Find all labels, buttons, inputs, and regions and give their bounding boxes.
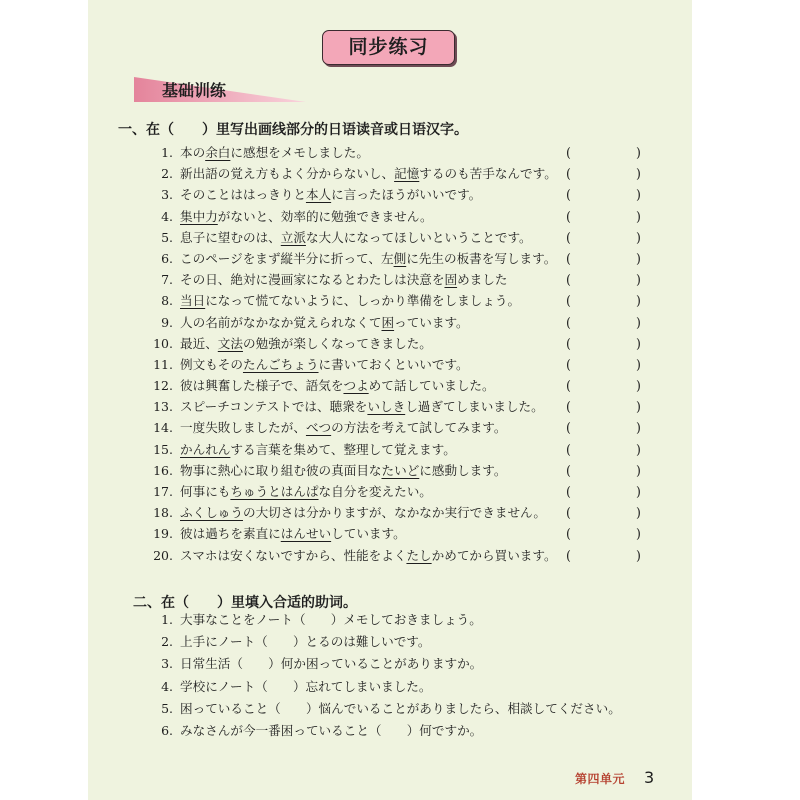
particle-item <box>0 609 800 631</box>
underlined-word: 当日 <box>180 293 206 309</box>
item-sentence <box>180 481 432 502</box>
answer-blank-open: ( <box>566 378 571 394</box>
exercise-item <box>0 396 800 417</box>
answer-blank-open: ( <box>566 356 571 372</box>
answer-blank-open: ( <box>566 462 571 478</box>
underlined-word: 文法 <box>217 335 243 351</box>
item-number: 14. <box>153 420 173 436</box>
item-sentence <box>180 163 557 184</box>
answer-blank-close: ) <box>636 314 641 330</box>
particle-item <box>0 653 800 675</box>
underlined-word: 余白 <box>205 145 231 160</box>
answer-blank-close: ) <box>636 208 641 224</box>
answer-blank-close: ) <box>636 335 641 351</box>
exercise-item <box>0 502 800 523</box>
exercise-item <box>0 184 800 205</box>
item-number: 15. <box>153 441 173 457</box>
title-banner <box>322 30 455 65</box>
item-sentence <box>180 439 456 460</box>
item-sentence <box>180 523 406 544</box>
item-sentence <box>180 333 432 354</box>
answer-blank-open: ( <box>566 166 571 182</box>
sentence-text: 一度失敗しましたが、 <box>180 420 306 436</box>
sentence-text: するのも苦手なんです。 <box>419 166 557 182</box>
sentence-text: の勉強が楽しくなってきました。 <box>242 335 432 351</box>
particle-exercise-list <box>0 609 800 742</box>
answer-blank-close: ) <box>636 272 641 288</box>
item-number: 3. <box>161 187 173 203</box>
answer-blank-open: ( <box>566 335 571 351</box>
sentence-text: 人の名前がなかなか覚えられなくて <box>180 314 382 330</box>
item-number: 19. <box>153 526 173 542</box>
item-sentence <box>180 354 469 375</box>
underlined-word: 本人 <box>305 187 332 203</box>
underlined-word: いしき <box>367 399 406 415</box>
part2-heading: 二、在（ ）里填入合适的助词。 <box>133 595 357 611</box>
item-sentence <box>180 142 369 163</box>
sentence-text: がないと、効率的に勉強できません。 <box>217 208 433 224</box>
item-sentence <box>180 227 532 248</box>
sentence-text: な自分を変えたい。 <box>318 484 432 499</box>
underlined-word: 困 <box>381 314 395 330</box>
exercise-item <box>0 481 800 502</box>
exercise-item <box>0 439 800 460</box>
underlined-word: 立派 <box>280 229 306 245</box>
underlined-word: 固 <box>444 272 458 288</box>
particle-item <box>0 698 800 720</box>
item-sentence <box>180 396 544 417</box>
page-title: 同步练习 <box>348 36 429 58</box>
exercise-item <box>0 163 800 184</box>
item-number: 17. <box>153 484 173 499</box>
exercise-item <box>0 290 800 311</box>
sentence-text: めて話していました。 <box>368 378 495 394</box>
item-sentence <box>180 269 507 290</box>
sentence-text: 例文もその <box>180 356 243 372</box>
sentence-text: しています。 <box>331 526 406 542</box>
underlined-word: ちゅうとはんぱ <box>230 484 319 499</box>
sentence-text: 息子に望むのは、 <box>180 229 281 245</box>
answer-blank-close: ) <box>636 420 641 436</box>
answer-blank-close: ) <box>636 229 641 245</box>
answer-blank-close: ) <box>636 187 641 203</box>
sentence-text: 本の <box>180 145 206 160</box>
exercise-item <box>0 142 800 163</box>
item-sentence <box>180 417 506 438</box>
answer-blank-open: ( <box>566 484 571 499</box>
particle-item <box>0 676 800 698</box>
item-sentence: みなさんが今一番困っていること（ ）何ですか。 <box>180 722 483 738</box>
answer-blank-open: ( <box>566 272 571 288</box>
sentence-text: に感想をメモしました。 <box>230 145 369 160</box>
underlined-word: たんごちょう <box>242 356 319 372</box>
exercise-item <box>0 417 800 438</box>
sentence-text: になって慌てないように、しっかり準備をしましょう。 <box>205 293 521 309</box>
sentence-text: に先生の板書を写します。 <box>406 250 557 266</box>
sentence-text: かめてから買います。 <box>431 547 557 563</box>
item-number: 2. <box>161 634 173 650</box>
item-sentence <box>180 375 495 396</box>
answer-blank-open: ( <box>566 314 571 330</box>
answer-blank-open: ( <box>566 229 571 245</box>
sentence-text: スマホは安くないですから、性能をよく <box>180 547 407 563</box>
part1-heading: 一、在（ ）里写出画线部分的日语读音或日语汉字。 <box>118 122 468 138</box>
sentence-text: このページをまず縦半分に折って、左 <box>180 250 394 266</box>
exercise-item <box>0 354 800 375</box>
item-sentence: 上手にノート（ ）とるのは難しいです。 <box>180 634 431 650</box>
item-sentence <box>180 206 433 227</box>
item-number: 7. <box>161 272 173 288</box>
item-number: 13. <box>153 399 173 415</box>
sentence-text: に言ったほうがいいです。 <box>331 187 482 203</box>
item-sentence: 日常生活（ ）何か困っていることがありますか。 <box>180 656 483 672</box>
item-sentence: 学校にノート（ ）忘れてしまいました。 <box>180 678 432 694</box>
footer-unit-label: 第四单元 <box>575 772 626 786</box>
answer-blank-open: ( <box>566 187 571 203</box>
item-number: 9. <box>161 314 173 330</box>
sentence-text: そのことははっきりと <box>180 187 306 203</box>
exercise-item <box>0 269 800 290</box>
sentence-text: 彼は過ちを素直に <box>180 526 281 542</box>
underlined-word: つよ <box>343 378 369 394</box>
exercise-item <box>0 227 800 248</box>
item-number: 10. <box>153 335 173 351</box>
answer-blank-open: ( <box>566 145 571 160</box>
item-number: 3. <box>161 656 173 672</box>
answer-blank-open: ( <box>566 505 571 521</box>
answer-blank-close: ) <box>636 484 641 499</box>
sentence-text: の方法を考えて試してみます。 <box>331 420 507 436</box>
answer-blank-open: ( <box>566 526 571 542</box>
underlined-word: 側 <box>393 250 407 266</box>
exercise-item <box>0 333 800 354</box>
exercise-item <box>0 312 800 333</box>
answer-blank-close: ) <box>636 356 641 372</box>
underlined-word: 集中力 <box>180 208 218 224</box>
answer-blank-close: ) <box>636 526 641 542</box>
sentence-text: っています。 <box>394 314 469 330</box>
exercise-item <box>0 248 800 269</box>
item-sentence <box>180 290 520 311</box>
answer-blank-close: ) <box>636 250 641 266</box>
sentence-text: 新出語の覚え方もよく分からないし、 <box>180 166 395 182</box>
answer-blank-close: ) <box>636 166 641 182</box>
item-number: 8. <box>161 293 173 309</box>
item-number: 16. <box>153 462 173 478</box>
item-number: 11. <box>153 356 173 372</box>
sentence-text: し過ぎてしまいました。 <box>405 399 544 415</box>
item-sentence <box>180 545 557 566</box>
exercise-item <box>0 523 800 544</box>
item-number: 6. <box>161 250 173 266</box>
item-number: 6. <box>161 722 173 738</box>
item-sentence <box>180 312 469 333</box>
sentence-text: スピーチコンテストでは、聴衆を <box>180 399 368 415</box>
page-number: 3 <box>644 768 655 787</box>
answer-blank-close: ) <box>636 505 641 521</box>
item-number: 4. <box>161 208 173 224</box>
sentence-text: に感動します。 <box>419 462 507 478</box>
answer-blank-open: ( <box>566 420 571 436</box>
exercise-item <box>0 206 800 227</box>
underlined-word: たし <box>406 547 432 563</box>
sentence-text: めました <box>457 272 508 288</box>
sentence-text: 最近、 <box>180 335 218 351</box>
answer-blank-close: ) <box>636 145 641 160</box>
item-number: 5. <box>161 229 173 245</box>
sentence-text: 何事にも <box>180 484 231 499</box>
sentence-text: する言葉を集めて、整理して覚えます。 <box>230 441 456 457</box>
sentence-text: 物事に熱心に取り組む彼の真面目な <box>180 462 382 478</box>
item-number: 20. <box>153 547 173 563</box>
item-sentence <box>180 248 556 269</box>
answer-blank-open: ( <box>566 399 571 415</box>
sentence-text: 彼は興奮した様子で、語気を <box>180 378 344 394</box>
item-sentence: 大事なことをノート（ ）メモしておきましょう。 <box>180 612 482 627</box>
item-number: 1. <box>161 145 173 160</box>
underlined-word: はんせい <box>280 526 332 542</box>
exercise-item <box>0 460 800 481</box>
item-sentence <box>180 502 546 523</box>
underlined-word: ふくしゅう <box>180 505 243 521</box>
exercise-item <box>0 375 800 396</box>
answer-blank-close: ) <box>636 462 641 478</box>
sentence-text: に書いておくといいです。 <box>318 356 469 372</box>
answer-blank-open: ( <box>566 547 571 563</box>
answer-blank-open: ( <box>566 293 571 309</box>
item-number: 4. <box>161 678 173 694</box>
item-number: 12. <box>153 378 173 394</box>
answer-blank-close: ) <box>636 399 641 415</box>
particle-item <box>0 631 800 653</box>
exercise-item <box>0 545 800 566</box>
answer-blank-open: ( <box>566 208 571 224</box>
particle-item <box>0 720 800 742</box>
answer-blank-close: ) <box>636 293 641 309</box>
underlined-word: べつ <box>305 420 332 436</box>
section-label: 基础训练 <box>162 81 227 100</box>
answer-blank-close: ) <box>636 547 641 563</box>
sentence-text: な大人になってほしいということです。 <box>305 229 532 245</box>
item-number: 2. <box>161 166 173 182</box>
item-number: 18. <box>153 505 173 521</box>
reading-exercise-list <box>0 142 800 566</box>
sentence-text: の大切さは分かりますが、なかなか実行できません。 <box>242 505 546 521</box>
item-sentence <box>180 184 481 205</box>
answer-blank-open: ( <box>566 250 571 266</box>
underlined-word: かんれん <box>180 441 231 457</box>
item-sentence <box>180 460 506 481</box>
answer-blank-close: ) <box>636 441 641 457</box>
item-number: 1. <box>161 612 173 627</box>
item-sentence: 困っていること（ ）悩んでいることがありましたら、相談してください。 <box>180 700 621 716</box>
underlined-word: たいど <box>381 462 420 478</box>
underlined-word: 記憶 <box>394 166 420 182</box>
item-number: 5. <box>161 700 173 716</box>
sentence-text: その日、絶対に漫画家になるとわたしは決意を <box>180 272 445 288</box>
answer-blank-open: ( <box>566 441 571 457</box>
answer-blank-close: ) <box>636 378 641 394</box>
